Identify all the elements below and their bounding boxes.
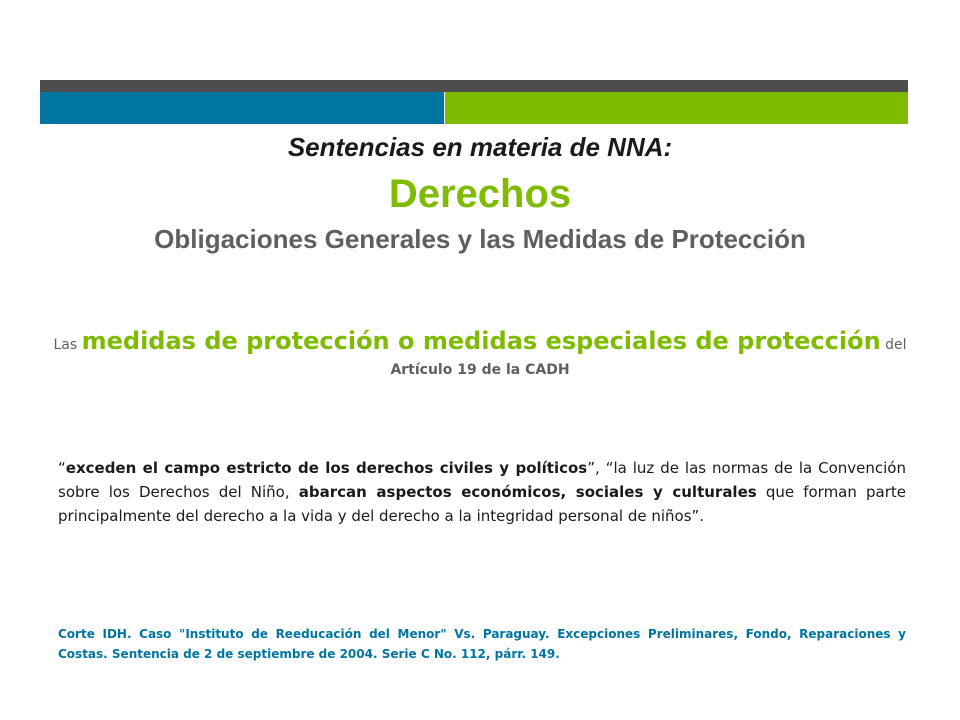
lead-suffix: del xyxy=(885,337,907,353)
quote-text-1: ”, “la luz de las normas de la Convención sobre los Derechos del Niño, xyxy=(58,459,906,501)
lead-prefix: Las xyxy=(53,337,78,353)
quote-bold-2: abarcan aspectos económicos, sociales y culturales xyxy=(298,483,757,501)
lead-article-reference: Artículo 19 de la CADH xyxy=(390,362,570,378)
slide-highlight-title: Derechos xyxy=(388,172,572,216)
header-bar-blue xyxy=(40,92,444,124)
slide-title: Sentencias en materia de NNA: xyxy=(287,132,673,162)
quote-paragraph xyxy=(58,456,906,528)
quote-text-2: que forman parte principalmente del derecho a la vida y del derecho a la integridad personal de niños”. xyxy=(58,483,906,525)
lead-paragraph xyxy=(48,326,912,380)
slide-subtitle: Obligaciones Generales y las Medidas de Protección xyxy=(154,224,806,254)
quote-bold-1: exceden el campo estricto de los derechos civiles y políticos xyxy=(65,459,588,477)
quote-open-mark: “ xyxy=(58,459,66,477)
header-bar-dark xyxy=(40,80,908,92)
header-bar-green xyxy=(445,92,908,124)
lead-emphasis: medidas de protección o medidas especiales de protección xyxy=(81,327,881,355)
source-citation: Corte IDH. Caso "Instituto de Reeducación del Menor" Vs. Paraguay. Excepciones Preliminares, Fondo, Reparaciones y Costas. Sentencia de 2 de septiembre de 2004. Serie C No. 112, párr. 149. xyxy=(58,627,906,661)
